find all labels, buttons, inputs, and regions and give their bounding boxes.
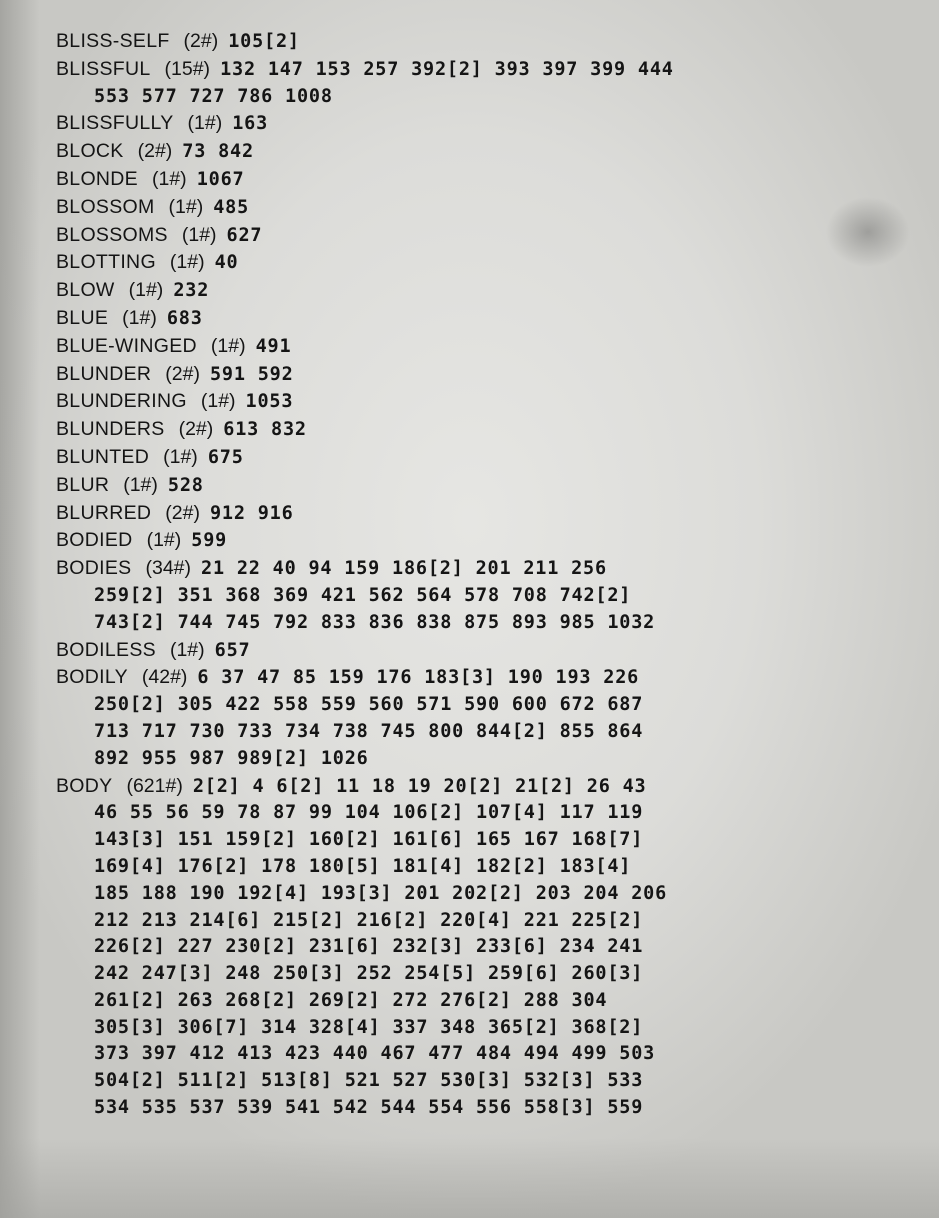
occurrence-count: (1#)	[181, 223, 217, 246]
page-references-continuation: 169[4] 176[2] 178 180[5] 181[4] 182[2] 183[4]	[94, 855, 632, 877]
page-references: 613 832	[223, 419, 307, 441]
occurrence-count: (1#)	[200, 390, 236, 413]
index-entry	[56, 28, 916, 56]
headword: BLUE	[56, 306, 109, 329]
occurrence-count: (1#)	[210, 334, 246, 357]
index-entry-first-line	[56, 388, 916, 416]
page-references-continuation: 242 247[3] 248 250[3] 252 254[5] 259[6] 260[3]	[94, 963, 644, 985]
page-references: 491	[255, 335, 292, 357]
page-references: 21 22 40 94 159 186[2] 201 211 256	[201, 558, 607, 580]
page-references-continuation: 185 188 190 192[4] 193[3] 201 202[2] 203 204 206	[94, 882, 668, 904]
page-references: 528	[167, 474, 204, 496]
index-entry	[56, 277, 916, 305]
concordance-index	[56, 28, 916, 1122]
index-entry-first-line	[56, 249, 916, 277]
headword: BLISSFULLY	[56, 112, 174, 135]
index-entry	[56, 361, 916, 389]
headword: BLUNDERING	[56, 390, 187, 413]
index-entry-first-line	[56, 527, 916, 555]
index-entry	[56, 249, 916, 277]
occurrence-count: (2#)	[178, 418, 214, 441]
index-entry-first-line	[56, 472, 916, 500]
page-references: 912 916	[209, 502, 294, 524]
occurrence-count: (1#)	[169, 251, 205, 274]
index-entry	[56, 166, 916, 194]
occurrence-count: (1#)	[163, 445, 198, 468]
page-references-continuation: 212 213 214[6] 215[2] 216[2] 220[4] 221 225[2]	[94, 909, 644, 931]
index-entry	[56, 110, 916, 138]
index-entry-first-line	[56, 637, 916, 665]
page-references: 1053	[245, 391, 294, 413]
index-entry	[56, 527, 916, 555]
page-references-continuation: 534 535 537 539 541 542 544 554 556 558[3] 559	[94, 1097, 644, 1119]
index-entry	[56, 637, 916, 665]
occurrence-count: (1#)	[122, 306, 157, 329]
page-references: 232	[173, 280, 210, 302]
page-references-continuation: 46 55 56 59 78 87 99 104 106[2] 107[4] 117 119	[94, 802, 644, 824]
headword: BODIED	[56, 529, 133, 552]
index-entry-first-line	[56, 28, 916, 56]
occurrence-count: (1#)	[123, 473, 158, 496]
page-references-continuation: 226[2] 227 230[2] 231[6] 232[3] 233[6] 234 241	[94, 936, 644, 958]
page-references-continuation: 143[3] 151 159[2] 160[2] 161[6] 165 167 168[7]	[94, 829, 644, 851]
headword: BLUNTED	[56, 445, 150, 468]
page-references: 1067	[196, 168, 245, 190]
index-entry-first-line	[56, 305, 916, 333]
index-entry-first-line	[56, 444, 916, 472]
page-references: 105[2]	[228, 31, 300, 52]
headword: BLOSSOM	[56, 195, 155, 218]
headword: BLOW	[56, 279, 115, 302]
index-entry-first-line	[56, 773, 916, 801]
index-entry	[56, 444, 916, 472]
page-references-continuation: 713 717 730 733 734 738 745 800 844[2] 855 864	[94, 720, 644, 742]
page-references: 627	[226, 224, 263, 246]
index-entry-first-line	[56, 361, 916, 389]
headword: BLISS-SELF	[56, 30, 170, 52]
page-references: 132 147 153 257 392[2] 393 397 399 444	[220, 58, 674, 80]
index-entry-first-line	[56, 333, 916, 361]
headword: BLOSSOMS	[56, 223, 168, 246]
occurrence-count: (1#)	[169, 638, 205, 661]
page-references: 6 37 47 85 159 176 183[3] 190 193 226	[197, 667, 640, 689]
index-entry	[56, 555, 916, 636]
headword: BODIES	[56, 557, 132, 580]
occurrence-count: (34#)	[145, 557, 192, 580]
headword: BLONDE	[56, 167, 138, 190]
occurrence-count: (42#)	[141, 666, 188, 689]
occurrence-count: (1#)	[128, 279, 164, 302]
page-references: 40	[214, 252, 239, 274]
index-entry-first-line	[56, 277, 916, 305]
page-references: 485	[213, 196, 250, 218]
index-entry-first-line	[56, 194, 916, 222]
page-references: 73 842	[182, 141, 254, 163]
index-entry	[56, 138, 916, 166]
index-entry	[56, 333, 916, 361]
index-entry	[56, 472, 916, 500]
page-references-continuation: 250[2] 305 422 558 559 560 571 590 600 672 687	[94, 694, 644, 716]
occurrence-count: (2#)	[165, 362, 200, 385]
index-entry-first-line	[56, 110, 916, 138]
headword: BLUNDERS	[56, 418, 165, 441]
headword: BLUNDER	[56, 362, 152, 385]
occurrence-count: (1#)	[168, 195, 204, 218]
page-references-continuation: 892 955 987 989[2] 1026	[94, 747, 369, 769]
headword: BODILY	[56, 666, 128, 689]
index-entry	[56, 416, 916, 444]
index-entry-first-line	[56, 500, 916, 528]
headword: BODY	[56, 774, 113, 797]
occurrence-count: (1#)	[152, 167, 187, 190]
headword: BLUE-WINGED	[56, 334, 197, 357]
index-entry	[56, 500, 916, 528]
page-references-continuation: 553 577 727 786 1008	[94, 85, 333, 107]
page-references: 2[2] 4 6[2] 11 18 19 20[2] 21[2] 26 43	[192, 775, 647, 797]
page-references-continuation: 259[2] 351 368 369 421 562 564 578 708 742[2]	[94, 584, 632, 606]
index-entry	[56, 773, 916, 1122]
occurrence-count: (2#)	[183, 30, 219, 52]
index-entry-first-line	[56, 138, 916, 166]
page-references: 163	[232, 113, 269, 135]
index-entry-first-line	[56, 166, 916, 194]
occurrence-count: (1#)	[187, 112, 223, 135]
index-entry-first-line	[56, 222, 916, 250]
page-references: 591 592	[209, 363, 294, 385]
page-references: 657	[214, 639, 251, 661]
index-entry	[56, 664, 916, 772]
headword: BLISSFUL	[56, 57, 151, 80]
occurrence-count: (2#)	[137, 140, 173, 163]
page-edge-shadow	[0, 0, 40, 1218]
occurrence-count: (1#)	[146, 529, 182, 552]
index-entry-first-line	[56, 555, 916, 583]
page-references-continuation: 373 397 412 413 423 440 467 477 484 494 499 503	[94, 1043, 656, 1065]
index-entry	[56, 305, 916, 333]
occurrence-count: (15#)	[164, 57, 211, 80]
page-references: 599	[191, 530, 228, 552]
page-references-continuation: 504[2] 511[2] 513[8] 521 527 530[3] 532[3] 533	[94, 1070, 644, 1092]
index-entry-first-line	[56, 664, 916, 692]
page-references-continuation: 305[3] 306[7] 314 328[4] 337 348 365[2] 368[2]	[94, 1016, 644, 1038]
occurrence-count: (2#)	[165, 501, 200, 524]
headword: BODILESS	[56, 638, 156, 661]
page-references: 675	[207, 446, 244, 468]
headword: BLOCK	[56, 140, 124, 163]
index-entry-first-line	[56, 416, 916, 444]
headword: BLURRED	[56, 501, 152, 524]
page-references-continuation: 743[2] 744 745 792 833 836 838 875 893 985 1032	[94, 611, 656, 633]
occurrence-count: (621#)	[126, 774, 183, 797]
index-entry	[56, 388, 916, 416]
page-references: 683	[166, 307, 203, 329]
index-entry	[56, 56, 916, 111]
index-entry	[56, 194, 916, 222]
headword: BLOTTING	[56, 251, 156, 274]
index-entry-first-line	[56, 56, 916, 84]
index-entry	[56, 222, 916, 250]
page-references-continuation: 261[2] 263 268[2] 269[2] 272 276[2] 288 304	[94, 989, 608, 1011]
page-bottom-shadow	[0, 1138, 939, 1218]
headword: BLUR	[56, 473, 110, 496]
